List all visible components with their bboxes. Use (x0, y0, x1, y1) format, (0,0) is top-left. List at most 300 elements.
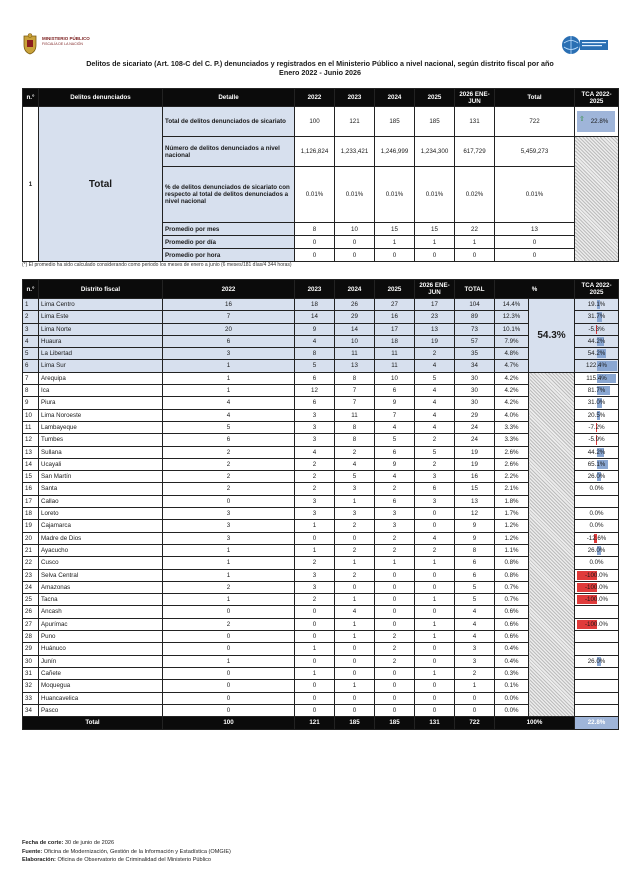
district-name: Lima Centro (39, 299, 163, 311)
district-name: Piura (39, 397, 163, 409)
year-value: 1 (163, 655, 295, 667)
district-name: Cusco (39, 557, 163, 569)
year-value: 5 (335, 471, 375, 483)
district-name: Apurímac (39, 618, 163, 630)
row-total: 9 (455, 532, 495, 544)
year-value: 8 (335, 434, 375, 446)
tca-value: 26.0% (587, 657, 606, 665)
tca-cell (575, 471, 619, 483)
year-value: 8 (335, 421, 375, 433)
year-value: 0 (375, 667, 415, 679)
year-value: 0 (415, 692, 455, 704)
cell: 1,246,999 (375, 137, 415, 167)
year-value: 4 (163, 409, 295, 421)
year-value: 7 (335, 385, 375, 397)
row-number: 6 (23, 360, 39, 372)
row-number: 31 (23, 667, 39, 679)
year-value: 0 (415, 704, 455, 716)
year-value: 1 (415, 594, 455, 606)
district-name: Tumbes (39, 434, 163, 446)
tca-cell (575, 606, 619, 618)
tca-cell (575, 360, 619, 372)
year-value: 0 (335, 655, 375, 667)
row-number: 18 (23, 508, 39, 520)
row-pct: 4.2% (495, 385, 529, 397)
tca-value: 0.0% (589, 522, 604, 530)
row-number: 2 (23, 311, 39, 323)
year-value: 3 (163, 348, 295, 360)
year-value: 5 (415, 372, 455, 384)
header-pct: % (495, 280, 575, 299)
cell: 0.01% (295, 167, 335, 223)
tca-value: -100.0% (584, 583, 609, 591)
district-table (22, 279, 619, 730)
year-value: 16 (163, 299, 295, 311)
cell: 0 (375, 249, 415, 262)
year-value: 14 (335, 323, 375, 335)
district-name: Lima Sur (39, 360, 163, 372)
year-value: 18 (295, 299, 335, 311)
tca-cell (575, 508, 619, 520)
year-value: 3 (295, 495, 335, 507)
row-number: 30 (23, 655, 39, 667)
year-value: 1 (335, 557, 375, 569)
row-pct: 1.1% (495, 544, 529, 556)
year-value: 0 (415, 680, 455, 692)
year-value: 3 (295, 569, 335, 581)
year-value: 1 (335, 618, 375, 630)
year-value: 10 (335, 335, 375, 347)
row-number: 27 (23, 618, 39, 630)
year-value: 1 (415, 618, 455, 630)
row-number: 25 (23, 594, 39, 606)
tca-cell (575, 397, 619, 409)
total-cell: 100 (163, 717, 295, 730)
total-label: Total (23, 717, 163, 730)
cell: 617,729 (455, 137, 495, 167)
year-value: 3 (295, 434, 335, 446)
district-name: La Libertad (39, 348, 163, 360)
year-value: 1 (375, 557, 415, 569)
row-number: 12 (23, 434, 39, 446)
year-value: 0 (163, 680, 295, 692)
tca-value: 65.1% (587, 460, 606, 468)
tca-value: 122.4% (586, 362, 608, 370)
cell: 0 (455, 249, 495, 262)
fuente-value: Oficina de Modernización, Gestión de la Información y Estadística (OMGIE) (43, 848, 231, 855)
row-pct: 0.6% (495, 606, 529, 618)
total-cell: 185 (335, 717, 375, 730)
cell: 15 (415, 223, 455, 236)
year-value: 0 (375, 692, 415, 704)
tca-cell (575, 594, 619, 606)
tca-cell (575, 458, 619, 470)
year-value: 1 (295, 643, 335, 655)
row-total: 30 (455, 397, 495, 409)
year-value: 5 (163, 421, 295, 433)
year-value: 2 (163, 446, 295, 458)
header-2026: 2026 ENE-JUN (415, 280, 455, 299)
row-total: 57 (455, 335, 495, 347)
row-number: 9 (23, 397, 39, 409)
district-name: Ancash (39, 606, 163, 618)
district-name: Cajamarca (39, 520, 163, 532)
header-2023: 2023 (335, 89, 375, 107)
year-value: 0 (295, 618, 335, 630)
year-value: 2 (163, 618, 295, 630)
district-name: Ayacucho (39, 544, 163, 556)
year-value: 2 (295, 594, 335, 606)
year-value: 9 (375, 397, 415, 409)
row-pct: 2.6% (495, 458, 529, 470)
year-value: 0 (375, 606, 415, 618)
district-name: Amazonas (39, 581, 163, 593)
footer (22, 839, 231, 865)
row-pct: 4.2% (495, 372, 529, 384)
table-row (23, 299, 619, 311)
year-value: 2 (375, 631, 415, 643)
tca-value: -100.0% (584, 620, 609, 628)
year-value: 0 (295, 631, 335, 643)
tca-cell (575, 680, 619, 692)
row-total: 0 (455, 692, 495, 704)
row-number: 11 (23, 421, 39, 433)
total-tca: 22.8% (575, 717, 619, 730)
row-pct: 2.2% (495, 471, 529, 483)
year-value: 0 (415, 520, 455, 532)
year-value: 3 (163, 508, 295, 520)
year-value: 0 (163, 643, 295, 655)
tca-cell (575, 299, 619, 311)
tca-value: 20.5% (587, 411, 606, 419)
cell: 8 (295, 223, 335, 236)
header-n: n.° (23, 280, 39, 299)
year-value: 26 (335, 299, 375, 311)
year-value: 4 (415, 409, 455, 421)
year-value: 8 (335, 372, 375, 384)
row-pct: 14.4% (495, 299, 529, 311)
header-2024: 2024 (335, 280, 375, 299)
year-value: 11 (335, 348, 375, 360)
tca-value: 31.0% (587, 399, 606, 407)
cell-total: 0 (495, 249, 575, 262)
year-value: 0 (415, 508, 455, 520)
tca-cell (575, 631, 619, 643)
fecha-label: Fecha de corte: (22, 840, 64, 846)
tca-cell (575, 557, 619, 569)
cell: 0 (295, 236, 335, 249)
year-value: 0 (295, 692, 335, 704)
cell: 1 (375, 236, 415, 249)
year-value: 3 (295, 421, 335, 433)
year-value: 1 (415, 667, 455, 679)
year-value: 0 (163, 606, 295, 618)
district-name: Ucayali (39, 458, 163, 470)
year-value: 16 (375, 311, 415, 323)
row-number: 29 (23, 643, 39, 655)
up-arrow-icon: ⇧ (579, 116, 585, 123)
tca-cell (575, 446, 619, 458)
year-value: 1 (163, 544, 295, 556)
row-total: 2 (455, 667, 495, 679)
year-value: 1 (295, 667, 335, 679)
row-pct: 0.8% (495, 569, 529, 581)
tca-cell (575, 704, 619, 716)
year-value: 0 (163, 692, 295, 704)
tca-cell (575, 434, 619, 446)
year-value: 0 (295, 606, 335, 618)
fecha-value: 30 de junio de 2026 (64, 840, 115, 846)
year-value: 11 (335, 409, 375, 421)
year-value: 17 (375, 323, 415, 335)
title-line-1: Delitos de sicariato (Art. 108-C del C. P.) denunciados y registrados en el Ministerio Público a nivel nacional, según distrito fiscal por año (86, 59, 554, 68)
year-value: 4 (163, 397, 295, 409)
row-total: 4 (455, 618, 495, 630)
year-value: 1 (163, 360, 295, 372)
district-name: Arequipa (39, 372, 163, 384)
year-value: 0 (375, 680, 415, 692)
district-name: Ica (39, 385, 163, 397)
row-pct: 0.3% (495, 667, 529, 679)
year-value: 2 (335, 520, 375, 532)
total-cell: 131 (415, 717, 455, 730)
org-subtitle: FISCALÍA DE LA NACIÓN (42, 42, 83, 46)
year-value: 0 (163, 704, 295, 716)
year-value: 4 (295, 446, 335, 458)
district-name: Huaura (39, 335, 163, 347)
total-cell: 185 (375, 717, 415, 730)
row-total: 29 (455, 409, 495, 421)
year-value: 4 (295, 335, 335, 347)
row-total: 3 (455, 643, 495, 655)
year-value: 0 (415, 606, 455, 618)
row-pct: 1.2% (495, 532, 529, 544)
year-value: 2 (415, 434, 455, 446)
row-pct: 0.1% (495, 680, 529, 692)
observatorio-logo (560, 32, 610, 58)
tca-cell (575, 348, 619, 360)
row-pct: 0.0% (495, 692, 529, 704)
row-number: 17 (23, 495, 39, 507)
year-value: 4 (335, 606, 375, 618)
row-total: 9 (455, 520, 495, 532)
hatched-cell (575, 137, 619, 262)
tca-cell (575, 581, 619, 593)
header-2025: 2025 (375, 280, 415, 299)
ministerio-publico-logo (22, 33, 122, 57)
cell-total: 13 (495, 223, 575, 236)
year-value: 1 (163, 569, 295, 581)
tca-value: -100.0% (584, 596, 609, 604)
year-value: 3 (295, 409, 335, 421)
year-value: 0 (295, 655, 335, 667)
year-value: 0 (375, 581, 415, 593)
tca-cell (575, 655, 619, 667)
cell: 121 (335, 107, 375, 137)
year-value: 4 (415, 397, 455, 409)
cell: 0.01% (375, 167, 415, 223)
row-pct: 0.7% (495, 594, 529, 606)
year-value: 14 (295, 311, 335, 323)
total-cell: 722 (455, 717, 495, 730)
year-value: 11 (375, 348, 415, 360)
detail-label: % de delitos denunciados de sicariato con respecto al total de delitos denunciados a nivel nacional (163, 167, 295, 223)
row-number: 23 (23, 569, 39, 581)
row-pct: 12.3% (495, 311, 529, 323)
row-pct: 10.1% (495, 323, 529, 335)
tca-cell (575, 372, 619, 384)
year-value: 23 (415, 311, 455, 323)
district-name: Tacna (39, 594, 163, 606)
year-value: 2 (375, 655, 415, 667)
year-value: 9 (375, 458, 415, 470)
row-number: 32 (23, 680, 39, 692)
year-value: 2 (375, 532, 415, 544)
row-number: 8 (23, 385, 39, 397)
row-total: 30 (455, 385, 495, 397)
row-number: 19 (23, 520, 39, 532)
year-value: 1 (163, 557, 295, 569)
district-name: Sullana (39, 446, 163, 458)
header-tca: TCA 2022-2025 (575, 89, 619, 107)
year-value: 0 (335, 667, 375, 679)
year-value: 4 (375, 471, 415, 483)
year-value: 1 (335, 680, 375, 692)
row-total: 8 (455, 544, 495, 556)
cell: 0.01% (335, 167, 375, 223)
cell: 0 (335, 249, 375, 262)
row-pct: 0.6% (495, 631, 529, 643)
year-value: 3 (375, 508, 415, 520)
district-name: Callao (39, 495, 163, 507)
year-value: 10 (375, 372, 415, 384)
tca-value: 115.4% (586, 374, 607, 382)
district-name: Santa (39, 483, 163, 495)
row-total: 13 (455, 495, 495, 507)
year-value: 4 (415, 421, 455, 433)
tca-value: 44.2% (587, 448, 606, 456)
year-value: 2 (295, 458, 335, 470)
tca-cell (575, 385, 619, 397)
tca-value: 0.0% (589, 559, 604, 567)
header-tca: TCA 2022-2025 (575, 280, 619, 299)
header-2022: 2022 (163, 280, 295, 299)
tca-cell (575, 618, 619, 630)
cell: 0 (335, 236, 375, 249)
year-value: 6 (375, 495, 415, 507)
total-cell: 121 (295, 717, 335, 730)
row-number: 1 (23, 299, 39, 311)
row-pct: 0.0% (495, 704, 529, 716)
cell: 1 (455, 236, 495, 249)
detail-label: Total de delitos denunciados de sicariato (163, 107, 295, 137)
tca-value: 19.1% (587, 301, 606, 308)
row-total: 73 (455, 323, 495, 335)
district-name: Lima Noroeste (39, 409, 163, 421)
tca-cell (575, 107, 619, 137)
tca-cell (575, 421, 619, 433)
row-pct: 4.2% (495, 397, 529, 409)
detail-label: Promedio por hora (163, 249, 295, 262)
row-total: 104 (455, 299, 495, 311)
row-total: 1 (455, 680, 495, 692)
year-value: 4 (415, 385, 455, 397)
tca-value: 22.8% (590, 118, 609, 125)
row-pct: 0.6% (495, 618, 529, 630)
year-value: 0 (375, 704, 415, 716)
elaboracion-value: Oficina de Observatorio de Criminalidad del Ministerio Público (57, 857, 212, 863)
year-value: 2 (295, 557, 335, 569)
hatched-cell (529, 372, 575, 716)
year-value: 17 (415, 299, 455, 311)
year-value: 6 (295, 397, 335, 409)
header-distrito: Distrito fiscal (39, 280, 163, 299)
year-value: 0 (335, 704, 375, 716)
row-total: 15 (455, 483, 495, 495)
year-value: 4 (375, 421, 415, 433)
cell: 10 (335, 223, 375, 236)
row-number: 16 (23, 483, 39, 495)
tca-cell (575, 495, 619, 507)
row-total: 30 (455, 372, 495, 384)
year-value: 7 (163, 311, 295, 323)
year-value: 1 (163, 385, 295, 397)
header-total: Total (495, 89, 575, 107)
year-value: 0 (375, 569, 415, 581)
tca-value: 0.0% (589, 485, 604, 493)
row-pct: 2.6% (495, 446, 529, 458)
row-number: 28 (23, 631, 39, 643)
row-pct: 1.7% (495, 508, 529, 520)
year-value: 5 (295, 360, 335, 372)
tca-cell (575, 544, 619, 556)
year-value: 19 (415, 335, 455, 347)
detail-label: Número de delitos denunciados a nivel nacional (163, 137, 295, 167)
year-value: 2 (335, 446, 375, 458)
row-number: 5 (23, 348, 39, 360)
row-total: 6 (455, 569, 495, 581)
year-value: 0 (335, 532, 375, 544)
row-total: 4 (455, 631, 495, 643)
cell: 185 (415, 107, 455, 137)
year-value: 0 (295, 704, 335, 716)
year-value: 1 (163, 372, 295, 384)
report-title (60, 59, 580, 77)
year-value: 13 (335, 360, 375, 372)
district-name: Selva Central (39, 569, 163, 581)
tca-cell (575, 569, 619, 581)
row-number: 4 (23, 335, 39, 347)
row-pct: 1.8% (495, 495, 529, 507)
year-value: 8 (295, 348, 335, 360)
row-total: 4 (455, 606, 495, 618)
header-2023: 2023 (295, 280, 335, 299)
detail-label: Promedio por día (163, 236, 295, 249)
row-number: 7 (23, 372, 39, 384)
year-value: 7 (335, 397, 375, 409)
tca-value: -5.9% (588, 436, 605, 444)
district-name: San Martín (39, 471, 163, 483)
row-total: 19 (455, 458, 495, 470)
district-name: Madre de Dios (39, 532, 163, 544)
year-value: 7 (375, 409, 415, 421)
year-value: 3 (335, 508, 375, 520)
district-name: Cañete (39, 667, 163, 679)
header-2025: 2025 (415, 89, 455, 107)
cell: 100 (295, 107, 335, 137)
row-pct: 3.3% (495, 421, 529, 433)
cell-total: 0 (495, 236, 575, 249)
